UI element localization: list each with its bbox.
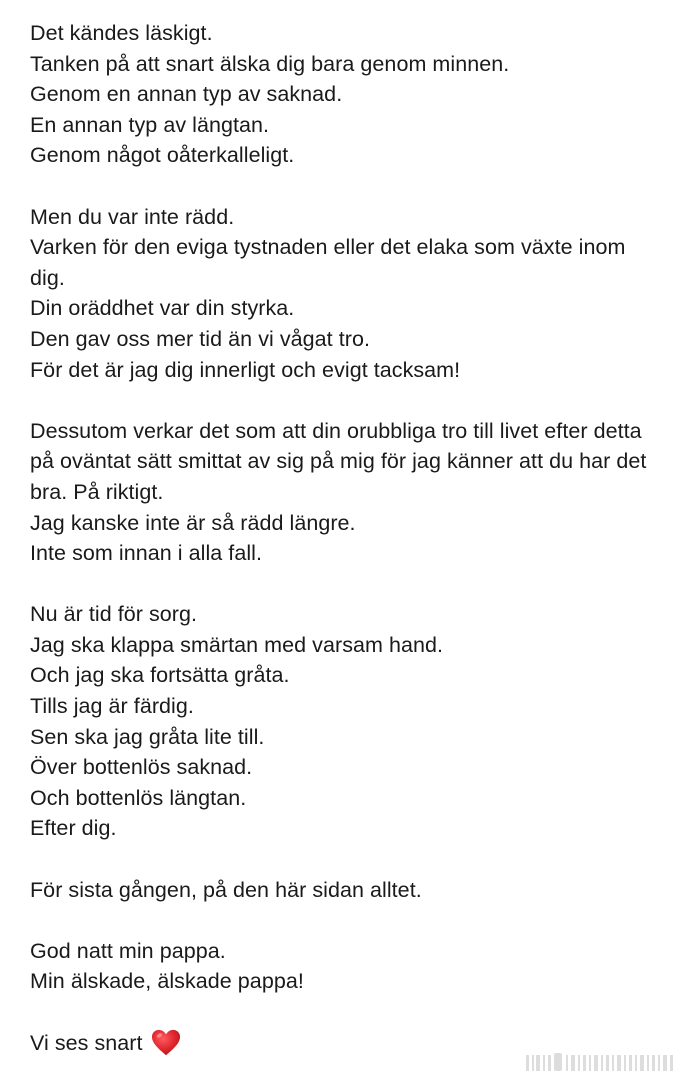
text-line: Sen ska jag gråta lite till. (30, 724, 265, 749)
text-line: Genom något oåterkalleligt. (30, 143, 295, 168)
text-line: För det är jag dig innerligt och evigt tacksam! (30, 357, 461, 382)
text-line: Varken för den eviga tystnaden eller det elaka som växte inom dig. (30, 235, 626, 290)
text-line: Och jag ska fortsätta gråta. (30, 663, 290, 688)
text-line: En annan typ av längtan. (30, 112, 270, 137)
stanza (30, 416, 670, 569)
text-line: Inte som innan i alla fall. (30, 541, 263, 566)
text-line: Genom en annan typ av saknad. (30, 82, 343, 107)
stanza (30, 202, 670, 386)
closing-text: Vi ses snart (30, 1030, 143, 1055)
text-line: Nu är tid för sorg. (30, 602, 198, 627)
text-line: För sista gången, på den här sidan alltet. (30, 877, 422, 902)
text-line: Men du var inte rädd. (30, 204, 235, 229)
stanza (30, 875, 670, 906)
text-line: God natt min pappa. (30, 938, 226, 963)
stanza (30, 18, 670, 171)
red-heart-emoji-icon (151, 1028, 181, 1058)
text-line: Din oräddhet var din styrka. (30, 296, 295, 321)
text-line: Tanken på att snart älska dig bara genom minnen. (30, 51, 510, 76)
text-line: Det kändes läskigt. (30, 21, 213, 45)
text-line: Den gav oss mer tid än vi vågat tro. (30, 326, 370, 351)
text-line: Och bottenlös längtan. (30, 785, 247, 810)
text-line: Över bottenlös saknad. (30, 755, 253, 780)
text-line: Jag ska klappa smärtan med varsam hand. (30, 632, 444, 657)
text-line: Efter dig. (30, 816, 117, 841)
post-body (30, 18, 670, 1058)
text-line: Tills jag är färdig. (30, 694, 194, 719)
stanza (30, 936, 670, 997)
text-line: Dessutom verkar det som att din orubbliga tro till livet efter detta på oväntat sätt smittat av sig på mig för jag känner att du har det bra. På riktigt. (30, 418, 647, 504)
stanza (30, 599, 670, 844)
text-line: Min älskade, älskade pappa! (30, 969, 304, 994)
barcode-watermark-icon (526, 1051, 676, 1073)
text-line: Jag kanske inte är så rädd längre. (30, 510, 356, 535)
